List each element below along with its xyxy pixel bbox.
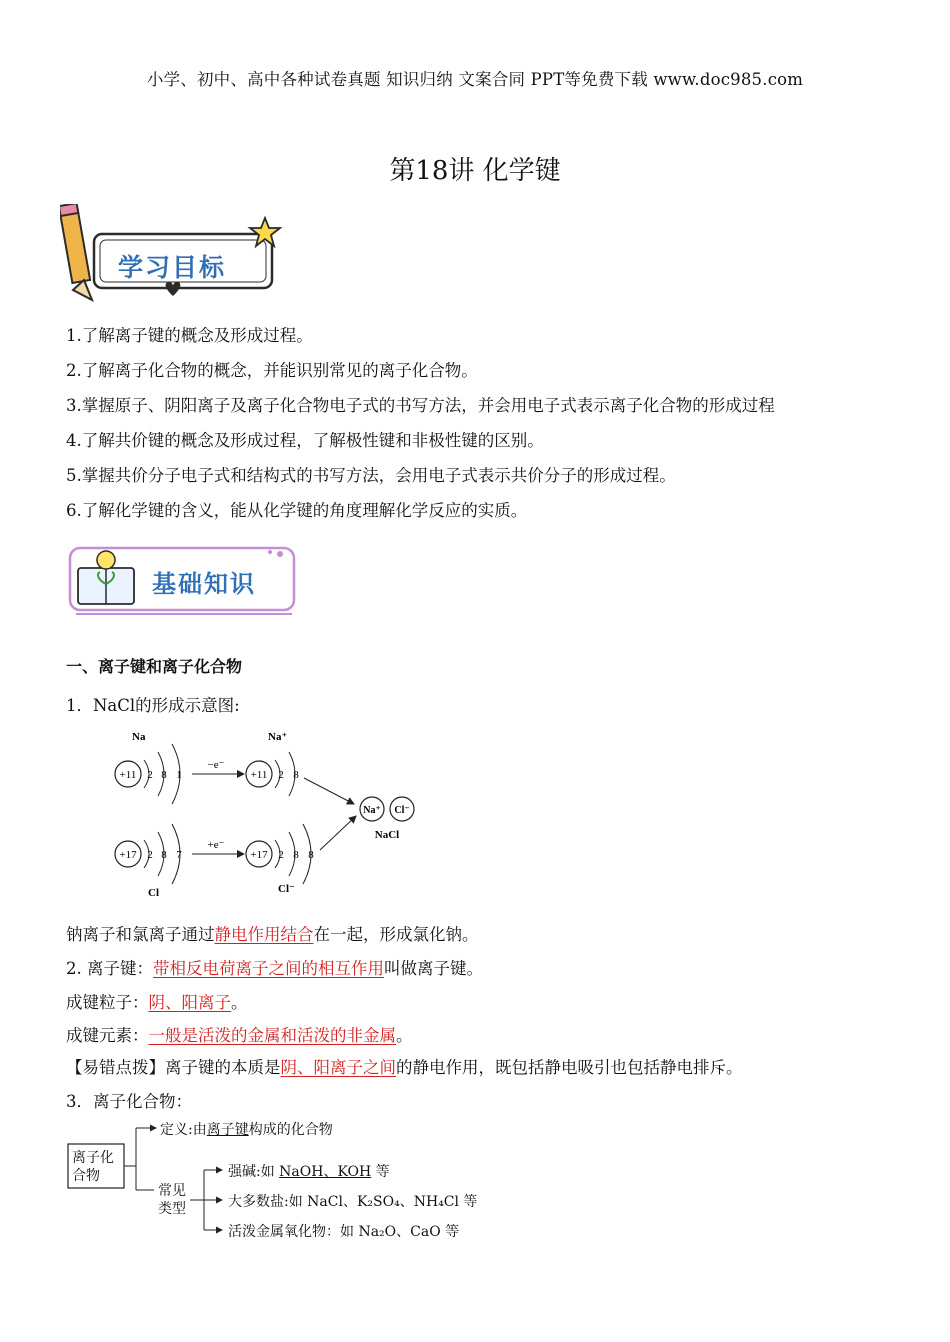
line5-post: 的静电作用，既包括静电吸引也包括静电排斥。 — [396, 1058, 743, 1077]
product-na: Na⁺ — [363, 805, 381, 816]
types-label-line2: 类型 — [158, 1201, 186, 1217]
objective-item: 1.了解离子键的概念及形成过程。 — [66, 326, 313, 345]
na-shell-1: 2 — [147, 769, 153, 781]
product-name: NaCl — [374, 829, 400, 841]
tree-root-line1: 离子化 — [72, 1150, 114, 1166]
objective-item: 3.掌握原子、阴阳离子及离子化合物电子式的书写方法，并会用电子式表示离子化合物的形成过程 — [66, 396, 775, 415]
na-ion-nucleus: +11 — [250, 769, 268, 781]
cl-ion-shell-3: 8 — [308, 849, 314, 861]
cl-ion-shell-1: 2 — [278, 849, 284, 861]
tree-types-label — [158, 1182, 186, 1218]
basics-badge-label: 基础知识 — [152, 570, 256, 598]
tree-type-salts: 大多数盐:如 NaCl、K₂SO₄、NH₄Cl 等 — [228, 1194, 478, 1210]
na-shell-3: 1 — [176, 769, 182, 781]
objectives-badge — [60, 204, 285, 304]
line5-pre: 【易错点拨】离子键的本质是 — [66, 1058, 281, 1077]
objective-item: 2.了解离子化合物的概念，并能识别常见的离子化合物。 — [66, 361, 478, 380]
line1-post: 在一起，形成氯化钠。 — [313, 925, 479, 944]
line-electrostatic — [66, 921, 479, 945]
definition-underlined: 离子键 — [206, 1122, 249, 1138]
cl-shell-1: 2 — [147, 849, 153, 861]
definition-post: 构成的化合物 — [248, 1122, 333, 1138]
types-label-line1: 常见 — [158, 1183, 186, 1199]
item-nacl-formation: 1．NaCl的形成示意图: — [66, 696, 240, 715]
gain-electron-label: +e⁻ — [207, 839, 225, 851]
basics-badge — [66, 544, 301, 620]
line-tip — [66, 1054, 743, 1078]
objective-item: 6.了解化学键的含义，能从化学键的角度理解化学反应的实质。 — [66, 501, 528, 520]
na-nucleus: +11 — [119, 769, 137, 781]
line-bond-elements — [66, 1022, 413, 1046]
tree-root-line2: 合物 — [72, 1168, 100, 1184]
objective-item: 5.掌握共价分子电子式和结构式的书写方法，会用电子式表示共价分子的形成过程。 — [66, 466, 676, 485]
type1-pre: 强碱:如 — [228, 1164, 280, 1180]
type1-underlined: NaOH、KOH — [279, 1164, 372, 1180]
cl-shell-3: 7 — [176, 849, 182, 861]
na-ion-label: Na⁺ — [268, 731, 288, 743]
ionic-compound-tree — [66, 1116, 486, 1246]
cl-ion-nucleus: +17 — [250, 849, 268, 861]
type1-post: 等 — [371, 1164, 390, 1180]
line3-post: 。 — [231, 993, 248, 1012]
na-ion-shell-1: 2 — [278, 769, 284, 781]
objective-item: 4.了解共价键的概念及形成过程，了解极性键和非极性键的区别。 — [66, 431, 544, 450]
objectives-badge-label: 学习目标 — [118, 253, 227, 282]
line-ionic-bond — [66, 955, 483, 979]
line3-red: 阴、阳离子 — [148, 993, 231, 1012]
line1-red: 静电作用结合 — [214, 925, 314, 944]
line2-red: 带相反电荷离子之间的相互作用 — [153, 959, 384, 978]
cl-shell-2: 8 — [161, 849, 167, 861]
line4-post: 。 — [396, 1026, 413, 1045]
product-cl: Cl⁻ — [394, 805, 410, 816]
pencil-icon — [60, 204, 92, 300]
na-shell-2: 8 — [161, 769, 167, 781]
line4-red: 一般是活泼的金属和活泼的非金属 — [148, 1026, 396, 1045]
line-ionic-compound: 3．离子化合物： — [66, 1092, 192, 1111]
line2-pre: 2. 离子键： — [66, 959, 153, 978]
line5-red: 阴、阳离子之间 — [280, 1058, 396, 1077]
tree-definition — [160, 1119, 333, 1139]
na-ion-shell-2: 8 — [293, 769, 299, 781]
nacl-formation-diagram — [108, 726, 428, 898]
na-label: Na — [132, 731, 146, 743]
tree-root-box — [72, 1149, 114, 1185]
section-heading: 一、离子键和离子化合物 — [66, 657, 243, 676]
line-bond-particles — [66, 989, 248, 1013]
line4-pre: 成键元素： — [66, 1026, 149, 1045]
lose-electron-label: −e⁻ — [207, 759, 225, 771]
page-header: 小学、初中、高中各种试卷真题 知识归纳 文案合同 PPT等免费下载 www.doc985.com — [146, 70, 804, 89]
tree-type-oxides: 活泼金属氧化物：如 Na₂O、CaO 等 — [228, 1224, 460, 1240]
cl-nucleus: +17 — [119, 849, 137, 861]
line3-pre: 成键粒子： — [66, 993, 149, 1012]
cl-ion-shell-2: 8 — [293, 849, 299, 861]
definition-pre: 定义:由 — [160, 1122, 207, 1138]
page-title: 第18讲 化学键 — [389, 156, 561, 186]
cl-ion-label: Cl⁻ — [278, 883, 295, 895]
line1-pre: 钠离子和氯离子通过 — [66, 925, 215, 944]
cl-label: Cl — [148, 887, 159, 898]
tree-type-strong-base — [228, 1161, 390, 1181]
line2-post: 叫做离子键。 — [384, 959, 483, 978]
